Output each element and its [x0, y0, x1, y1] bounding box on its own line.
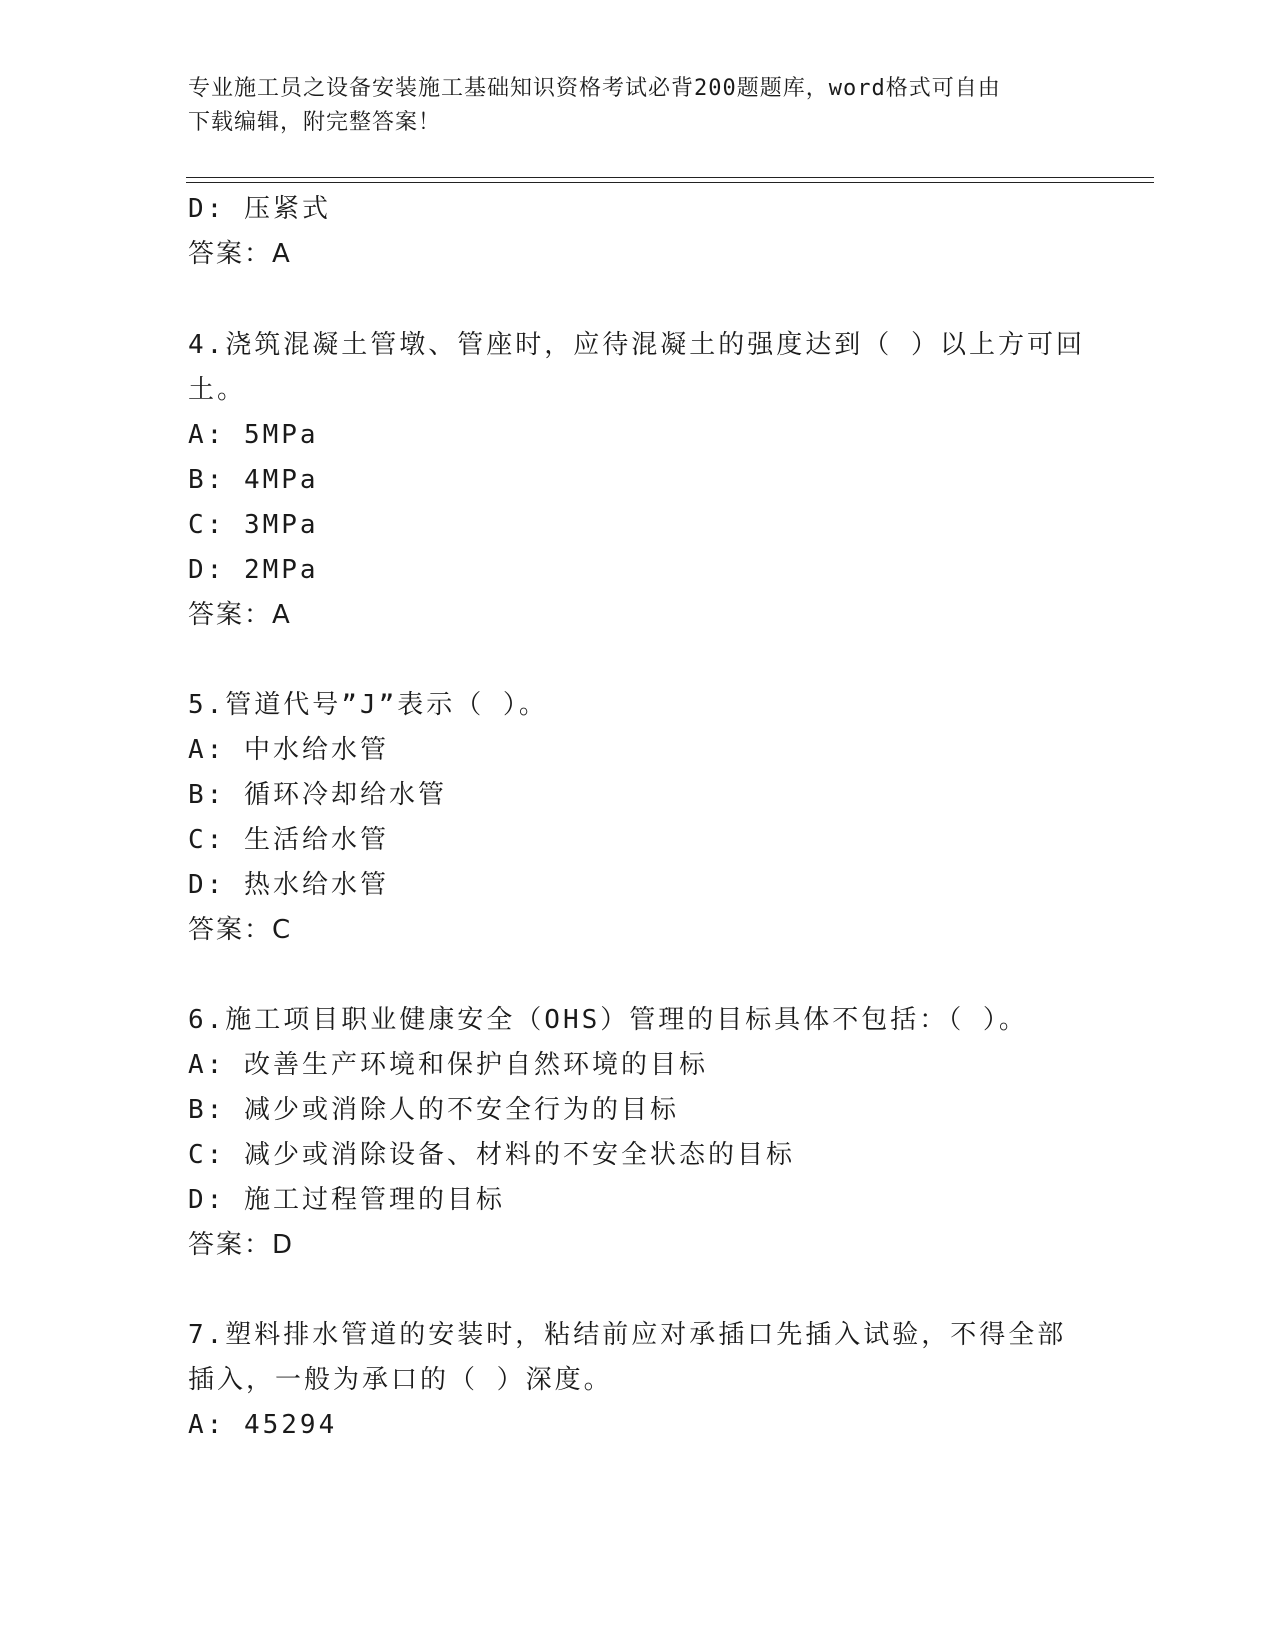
q7-option-a: A: 45294 — [188, 1410, 338, 1440]
q4-answer: 答案：A — [188, 600, 292, 630]
q6-option-a: A: 改善生产环境和保护自然环境的目标 — [188, 1050, 708, 1080]
q6-option-d: D: 施工过程管理的目标 — [188, 1185, 505, 1215]
prev-answer: 答案：A — [188, 239, 292, 269]
q6-stem-line-1: 6.施工项目职业健康安全（OHS）管理的目标具体不包括：（ ）。 — [188, 1005, 1028, 1035]
q4-option-b: B: 4MPa — [188, 465, 319, 495]
header-line-1: 专业施工员之设备安装施工基础知识资格考试必背200题题库，word格式可自由 — [188, 76, 1001, 101]
q5-stem-line-1: 5.管道代号”J”表示（ ）。 — [188, 690, 548, 720]
q5-option-d: D: 热水给水管 — [188, 870, 389, 900]
q6-answer: 答案：D — [188, 1230, 295, 1260]
q5-answer: 答案：C — [188, 915, 293, 945]
header-rule-bottom — [186, 182, 1154, 183]
q6-option-c: C: 减少或消除设备、材料的不安全状态的目标 — [188, 1140, 795, 1170]
q4-stem-line-1: 4.浇筑混凝土管墩、管座时，应待混凝土的强度达到（ ）以上方可回 — [188, 330, 1085, 360]
prev-option-d: D: 压紧式 — [188, 194, 331, 224]
q4-stem-line-2: 土。 — [188, 375, 247, 405]
header-rule-top — [186, 177, 1154, 178]
document-header — [188, 72, 1078, 140]
q7-stem-line-1: 7.塑料排水管道的安装时，粘结前应对承插口先插入试验，不得全部 — [188, 1320, 1067, 1350]
q5-option-a: A: 中水给水管 — [188, 735, 389, 765]
q4-option-d: D: 2MPa — [188, 555, 319, 585]
header-line-2: 下载编辑，附完整答案！ — [188, 110, 442, 135]
q4-option-c: C: 3MPa — [188, 510, 319, 540]
q4-option-a: A: 5MPa — [188, 420, 319, 450]
q5-option-b: B: 循环冷却给水管 — [188, 780, 447, 810]
q6-option-b: B: 减少或消除人的不安全行为的目标 — [188, 1095, 679, 1125]
q5-option-c: C: 生活给水管 — [188, 825, 389, 855]
q7-stem-line-2: 插入，一般为承口的（ ）深度。 — [188, 1365, 613, 1395]
